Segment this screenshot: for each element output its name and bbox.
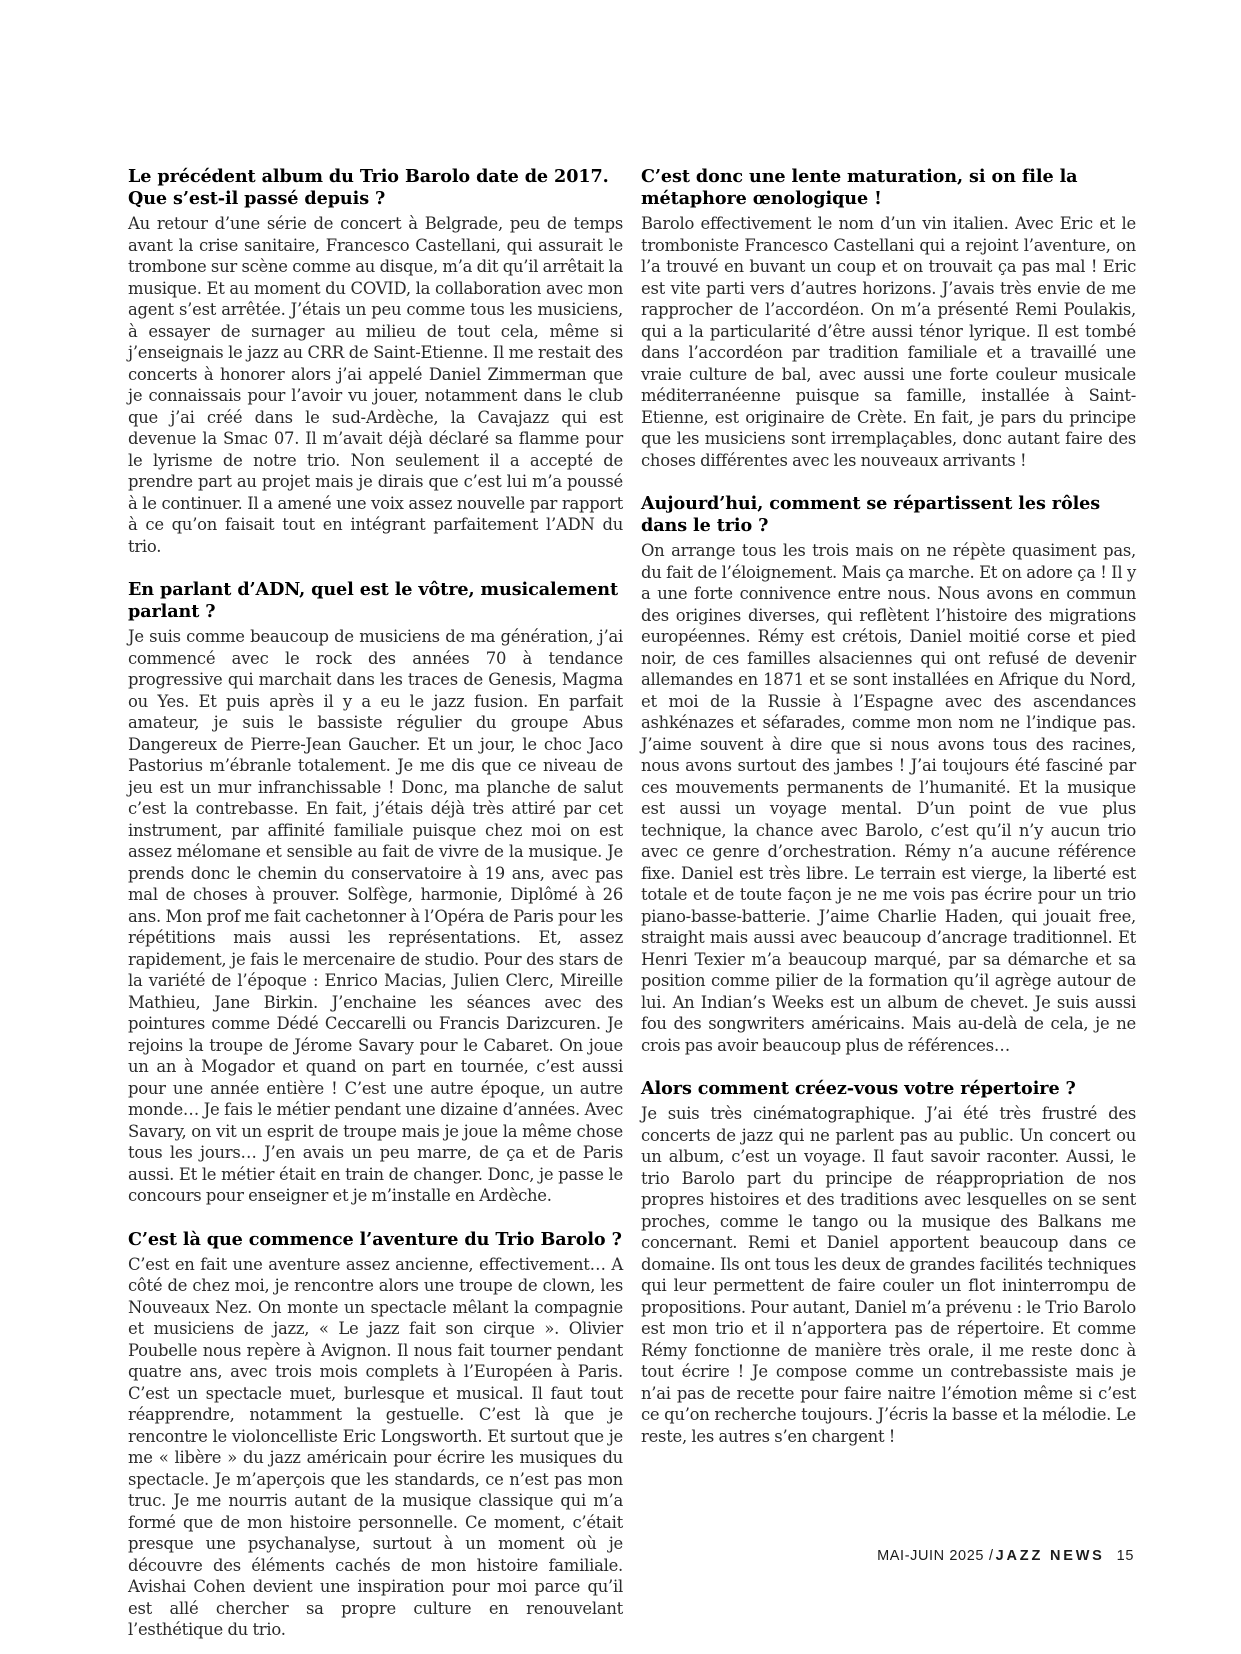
interview-question: C’est donc une lente maturation, si on file la métaphore œnologique ! <box>641 166 1078 209</box>
interview-answer: Au retour d’une série de concert à Belgrade, peu de temps avant la crise sanitaire, Francesco Castellani, qui assurait le trombone sur scène comme au disque, m’a dit qu’il arrêtait la musique. Et au moment du COVID, la collaboration avec mon agent s’est arrêtée. J’étais un peu comme tous les musiciens, à essayer de surnager au milieu de tout cela, même si j’enseignais le jazz au CRR de Saint-Etienne. Il me restait des concerts à honorer alors j’ai appelé Daniel Zimmerman que je connaissais pour l’avoir vu jouer, notamment dans le club que j’ai créé dans le sud-Ardèche, la Cavajazz qui est devenue la Smac 07. Il m’avait déjà déclaré sa flamme pour le lyrisme de notre trio. Non seulement il a accepté de prendre part au projet mais je dirais que c’est lui m’a poussé à le continuer. Il a amené une voix assez nouvelle par rapport à ce qu’on faisait tout en intégrant parfaitement l’ADN du trio. <box>128 214 623 556</box>
article-body <box>128 166 1136 1641</box>
right-column <box>641 166 1136 1641</box>
footer-separator: / <box>989 1548 994 1564</box>
interview-question: Alors comment créez-vous votre répertoire ? <box>641 1078 1076 1099</box>
interview-answer: Je suis très cinématographique. J’ai été très frustré des concerts de jazz qui ne parlent pas au public. Un concert ou un album, c’est un voyage. Il faut savoir raconter. Aussi, le trio Barolo part du principe de réappropriation de nos propres histoires et des traditions avec lesquelles on se sent proches, comme le tango ou la musique des Balkans me concernant. Remi et Daniel apportent beaucoup dans ce domaine. Ils ont tous les deux de grandes facilités techniques qui leur permettent de faire couler un flot ininterrompu de propositions. Pour autant, Daniel m’a prévenu : le Trio Barolo est mon trio et il n’apportera pas de répertoire. Et comme Rémy fonctionne de manière très orale, il me reste donc à tout écrire ! Je compose comme un contrebassiste mais je n’ai pas de recette pour faire naitre l’émotion même si c’est ce qu’on recherche toujours. J’écris la basse et la mélodie. Le reste, les autres s’en chargent ! <box>641 1104 1136 1446</box>
qa-block <box>641 1078 1136 1447</box>
qa-block <box>128 579 623 1207</box>
footer-page-number: 15 <box>1116 1548 1134 1564</box>
interview-answer: On arrange tous les trois mais on ne répète quasiment pas, du fait de l’éloignement. Mais ça marche. Et on adore ça ! Il y a une forte connivence entre nous. Nous avons en commun des origines diverses, qui reflètent l’histoire des migrations européennes. Rémy est crétois, Daniel moitié corse et pied noir, de ces familles alsaciennes qui ont refusé de devenir allemandes en 1871 et se sont installées en Afrique du Nord, et moi de la Russie à l’Espagne avec des ascendances ashkénazes et séfarades, comme mon nom ne l’indique pas. J’aime souvent à dire que si nous avons tous des racines, nous avons surtout des jambes ! J’ai toujours été fasciné par ces mouvements permanents de l’humanité. Et la musique est aussi un voyage mental. D’un point de vue plus technique, la chance avec Barolo, c’est qu’il n’y aucun trio avec ce genre d’orchestration. Rémy n’a aucune référence fixe. Daniel est très libre. Le terrain est vierge, la liberté est totale et de toute façon je ne me vois pas écrire pour un trio piano-basse-batterie. J’aime Charlie Haden, qui jouait free, straight mais aussi avec beaucoup d’ancrage traditionnel. Et Henri Texier m’a beaucoup marqué, par sa démarche et sa position comme pilier de la formation qu’il agrège autour de lui. An Indian’s Weeks est un album de chevet. Je suis aussi fou des songwriters américains. Mais au-delà de cela, je ne crois pas avoir beaucoup plus de références… <box>641 541 1136 1055</box>
qa-block <box>641 166 1136 471</box>
qa-block <box>128 166 623 557</box>
qa-block <box>641 493 1136 1056</box>
footer-magazine-title: JAZZ NEWS <box>995 1548 1105 1564</box>
interview-question: En parlant d’ADN, quel est le vôtre, musicalement parlant ? <box>128 579 619 622</box>
footer-issue: MAI-JUIN 2025 <box>877 1548 985 1564</box>
left-column <box>128 166 623 1641</box>
interview-answer: Je suis comme beaucoup de musiciens de ma génération, j’ai commencé avec le rock des années 70 à tendance progressive qui marchait dans les traces de Genesis, Magma ou Yes. Et puis après il y a eu le jazz fusion. En parfait amateur, je suis le bassiste régulier du groupe Abus Dangereux de Pierre-Jean Gaucher. Et un jour, le choc Jaco Pastorius m’ébranle totalement. Je me dis que ce niveau de jeu est un mur infranchissable ! Donc, ma planche de salut c’est la contrebasse. En fait, j’étais déjà très attiré par cet instrument, par affinité familiale puisque chez moi on est assez mélomane et sensible au fait de vivre de la musique. Je prends donc le chemin du conservatoire à 19 ans, avec pas mal de choses à prouver. Solfège, harmonie, Diplômé à 26 ans. Mon prof me fait cachetonner à l’Opéra de Paris pour les répétitions mais aussi les représentations. Et, assez rapidement, je fais le mercenaire de studio. Pour des stars de la variété de l’époque : Enrico Macias, Julien Clerc, Mireille Mathieu, Jane Birkin. J’enchaine les séances avec des pointures comme Dédé Ceccarelli ou Francis Darizcuren. Je rejoins la troupe de Jérome Savary pour le Cabaret. On joue un an à Mogador et quand on part en tournée, c’est aussi pour une année entière ! C’est une autre époque, un autre monde… Je fais le métier pendant une dizaine d’années. Avec Savary, on vit un esprit de troupe mais je joue la même chose tous les jours… J’en avais un peu marre, de ça et de Paris aussi. Et le métier était en train de changer. Donc, je passe le concours pour enseigner et je m’installe en Ardèche. <box>128 627 623 1205</box>
qa-block <box>128 1229 623 1641</box>
page-footer <box>877 1547 1134 1565</box>
interview-question: Aujourd’hui, comment se répartissent les rôles dans le trio ? <box>641 493 1101 536</box>
interview-question: Le précédent album du Trio Barolo date de 2017. Que s’est-il passé depuis ? <box>128 166 609 209</box>
interview-answer: C’est en fait une aventure assez ancienne, effectivement… A côté de chez moi, je rencontre alors une troupe de clown, les Nouveaux Nez. On monte un spectacle mêlant la compagnie et musiciens de jazz, « Le jazz fait son cirque ». Olivier Poubelle nous repère à Avignon. Il nous fait tourner pendant quatre ans, avec trois mois complets à l’Européen à Paris. C’est un spectacle muet, burlesque et musical. Il faut tout réapprendre, notamment la gestuelle. C’est là que je rencontre le violoncelliste Eric Longsworth. Et surtout que je me « libère » du jazz américain pour écrire les musiques du spectacle. Je m’aperçois que les standards, ce n’est pas mon truc. Je me nourris autant de la musique classique qui m’a formé que de mon histoire personnelle. Ce moment, c’était presque une psychanalyse, surtout à un moment où je découvre des éléments cachés de mon histoire familiale. Avishai Cohen devient une inspiration pour moi parce qu’il est allé chercher sa propre culture en renouvelant l’esthétique du trio. <box>128 1254 623 1639</box>
interview-answer: Barolo effectivement le nom d’un vin italien. Avec Eric et le tromboniste Francesco Castellani qui a rejoint l’aventure, on l’a trouvé en buvant un coup et on trouvait ça pas mal ! Eric est vite parti vers d’autres horizons. J’avais très envie de me rapprocher de l’accordéon. On m’a présenté Remi Poulakis, qui a la particularité d’être aussi ténor lyrique. Il est tombé dans l’accordéon par tradition familiale et a travaillé une vraie culture de bal, avec aussi une forte couleur musicale méditerranéenne puisque sa famille, installée à Saint-Etienne, est originaire de Crète. En fait, je pars du principe que les musiciens sont irremplaçables, donc autant faire des choses différentes avec les nouveaux arrivants ! <box>641 214 1136 470</box>
interview-question: C’est là que commence l’aventure du Trio Barolo ? <box>128 1228 622 1250</box>
